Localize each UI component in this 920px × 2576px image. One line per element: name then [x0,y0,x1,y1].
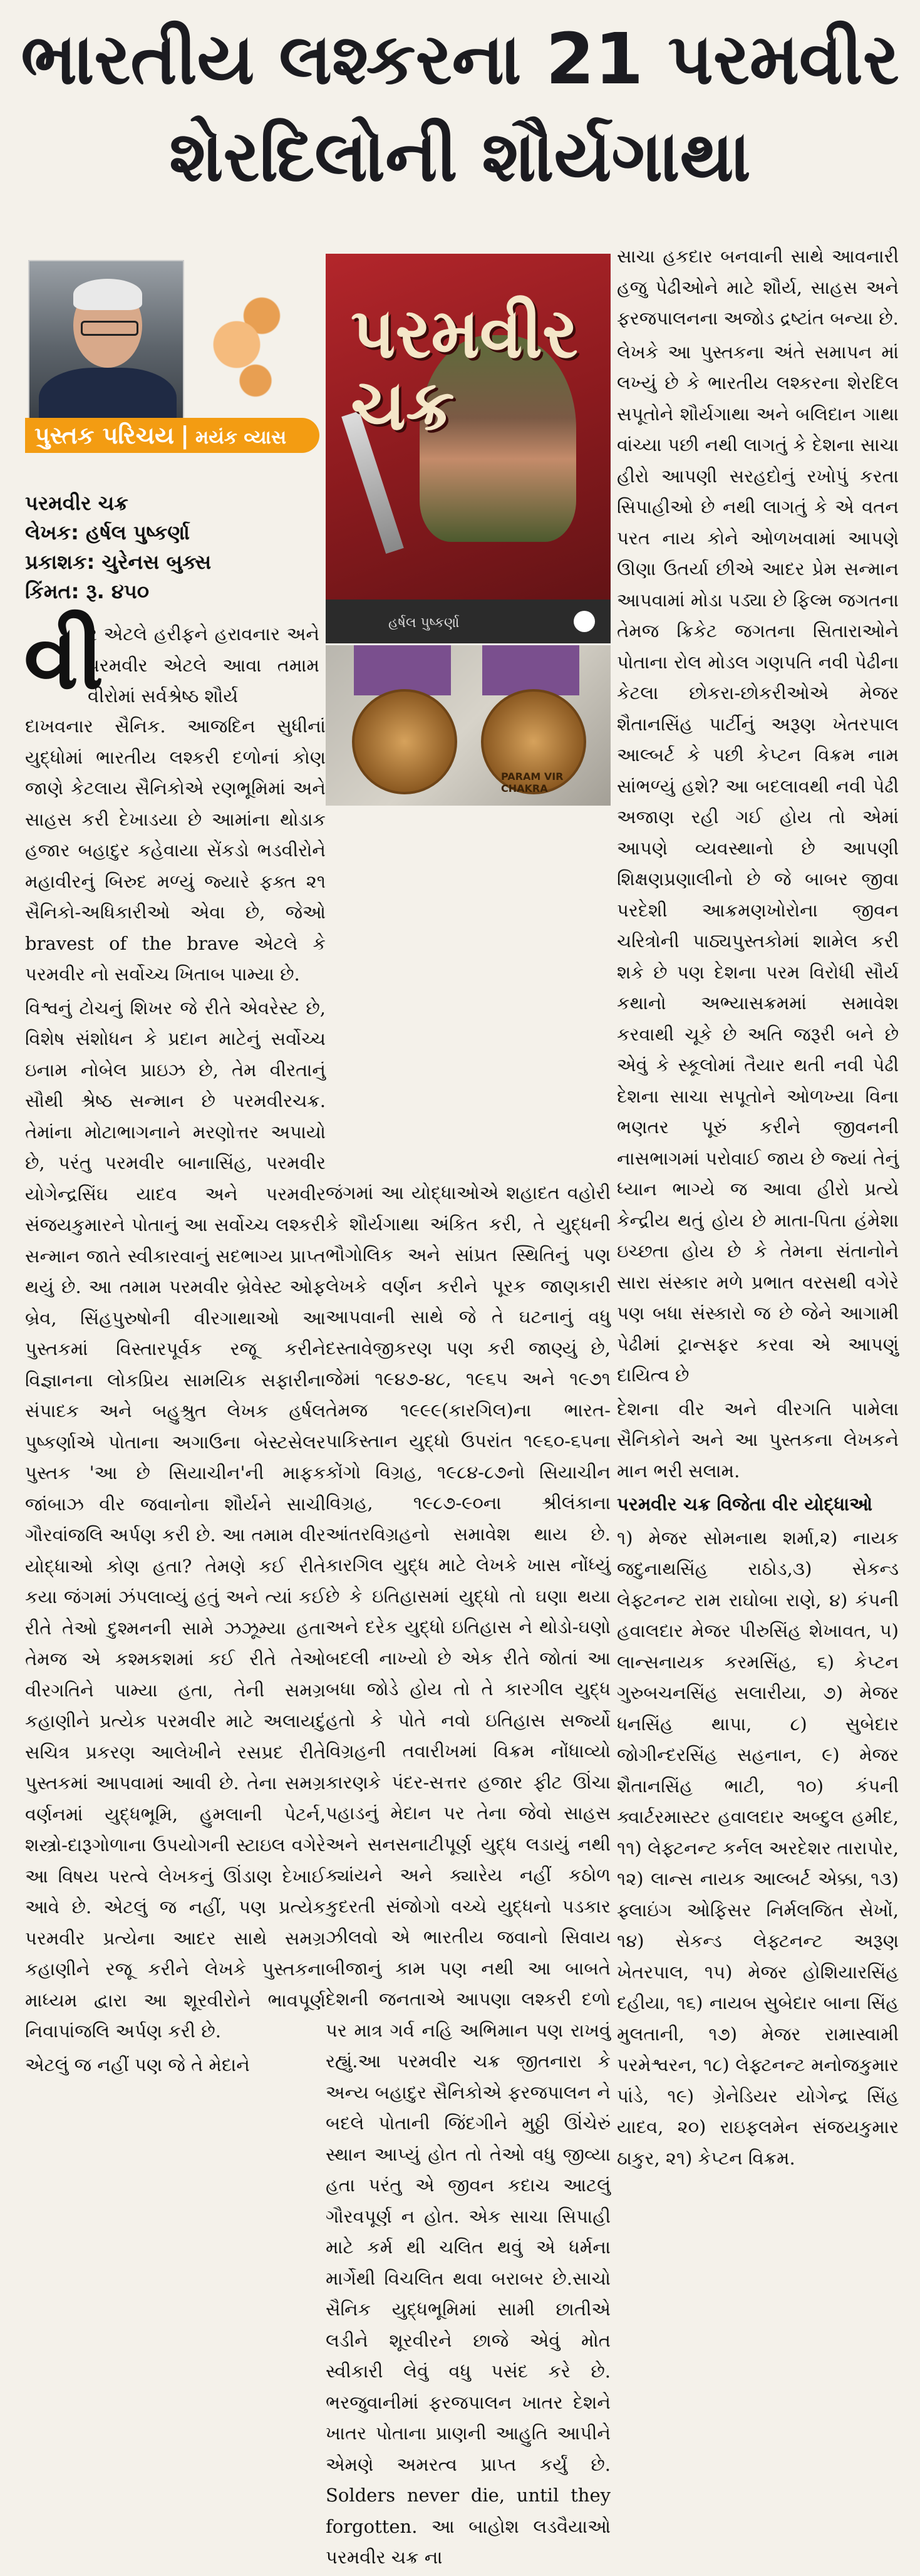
article-column-2 [326,1178,611,2576]
headline-line-2: શેરદિલોની શૌર્યગાથા [169,116,751,197]
book-price: કિંમત: રૂ. ૪૫૦ [25,579,150,603]
paragraph: વિશ્વનું ટોચનું શિખર જે રીતે એવરેસ્ટ છે, વિશેષ સંશોધન કે પ્રદાન માટેનું સર્વોચ્ચ ઇનામ નોબેલ પ્રાઇઝ છે, તેમ વીરતાનું સૌથી શ્રેષ્ઠ સન્માન છે પરમવીરચક્ર. તેમાંના મોટાભાગનાને મરણોત્તર અપાયો છે, પરંતુ પરમવીર બાનાસિંહ, પરમવીર યોગેન્દ્રસિંઘ યાદવ અને પરમવીર સંજયકુમારને પોતાનું આ સર્વોચ્ચ લશ્કરી સન્માન જાતે સ્વીકારવાનું સદભાગ્ય પ્રાપ્ત થયું છે. આ તમામ પરમવીર બ્રેવેસ્ટ ઓફ બ્રેવ, સિંહપુરુષોની વીરગાથાઓ આ પુસ્તકમાં વિસ્તારપૂર્વક રજૂ કરીને વિજ્ઞાનના લોકપ્રિય સામયિક સફારીના સંપાદક અને બહુશ્રુત લેખક હર્ષલ પુષ્કર્ણાએ પોતાના અગાઉના બેસ્ટસેલર પુસ્તક 'આ છે સિયાચીન'ની માફક જાંબાઝ વીર જવાનોના શૌર્યને સાચી ગૌરવાંજલિ અર્પણ કરી છે. આ તમામ વીર યોદ્ધાઓ કોણ હતા? તેમણે કઈ રીતે કયા જંગમાં ઝંપલાવ્યું હતું અને ત્યાં કઈ રીતે તેઓ દુશ્મનની સામે ઝઝૂમ્યા હતા તેમજ એ કશ્મકશમાં કઈ રીતે તેઓ વીરગતિને પામ્યા હતા, તેની સમગ્ર કહાણીને પ્રત્યેક પરમવીર માટે અલાયદું સચિત્ર પ્રકરણ આલેખીને રસપ્રદ રીતે પુસ્તકમાં આપવામાં આવી છે. તેના સમગ્ર વર્ણનમાં યુદ્ધભૂમિ, હુમલાની પેટર્ન, શસ્ત્રો-દારૂગોળાના ઉપયોગની સ્ટાઇલ વગેરે આ વિષય પરત્વે લેખકનું ઊંડાણ દેખાઈ આવે છે. એટલું જ નહીં, પણ પ્રત્યેક પરમવીર પ્રત્યેના આદર સાથે સમગ્ર કહાણીને રજૂ કરીને લેખકે પુસ્તકના માધ્યમ દ્વારા આ શૂરવીરોને ભાવપૂર્ણ નિવાપાંજલિ અર્પણ કરી છે. [25,997,326,2042]
paragraph: દાખવનાર સૈનિક. આજદિન સુધીનાં યુદ્ધોમાં ભારતીય લશ્કરી દળોનાં કોણ જાણે કેટલાય સૈનિકોએ રણભૂમિમાં અને સાહસ કરી દેખાડયા છે આમાંના થોડાક હજાર બહાદુર કહેવાયા સેંકડો ભડવીરોને મહાવીરનું બિરુદ મળ્યું જ્યારે ફક્ત ૨૧ સૈનિકો-અધિકારીઓ એવા છે, જેઓ bravest of the brave એટલે કે પરમવીર નો સર્વોચ્ચ ખિતાબ પામ્યા છે. [25,715,326,985]
book-meta [25,489,326,606]
floral-ornament [187,273,312,417]
publisher-logo-icon [574,611,595,632]
columnist-name: મયંક વ્યાસ [195,427,287,449]
columnist-photo [28,260,184,419]
winners-list: ૧) મેજર સોમનાથ શર્મા,૨) નાયક જદુનાથસિંહ રાઠોડ,૩) સેકન્ડ લેફ્ટનન્ટ રામ રાઘોબા રાણે, ૪) કંપની હવાલદાર મેજર પીરુસિંહ શેખાવત, ૫) લાન્સનાયક કરમસિંહ, ૬) કેપ્ટન ગુરુબચનસિંહ સલારીયા, ૭) મેજર ધનસિંહ થાપા, ૮) સુબેદાર જોગીન્દરસિંહ સહનાન, ૯) મેજર શૈતાનસિંહ ભાટી, ૧૦) કંપની ક્વાર્ટરમાસ્ટર હવાલદાર અબ્દુલ હમીદ, ૧૧) લેફ્ટનન્ટ કર્નલ અરદેશર તારાપોર, ૧૨) લાન્સ નાયક આલ્બર્ટ એક્કા, ૧૩) ફ્લાઇંગ ઓફિસર નિર્મલજિત સેખોં, ૧૪) સેકન્ડ લેફ્ટનન્ટ અરૂણ ખેતરપાલ, ૧૫) મેજર હોશિયારસિંહ દહીયા, ૧૬) નાયબ સુબેદાર બાના સિંહ મુલતાની, ૧૭) મેજર રામાસ્વામી પરમેશ્વરન, ૧૮) લેફ્ટનન્ટ મનોજકુમાર પાંડે, ૧૯) ગ્રેનેડિયર યોગેન્દ્ર સિંહ યાદવ, ૨૦) રાઇફલમેન સંજયકુમાર ઠાકુર, ૨૧) કેપ્ટન વિક્રમ. [617,1527,899,2169]
section-banner: પુસ્તક પરિચય | મયંક વ્યાસ [25,418,319,453]
book-cover-author: હર્ષલ પુષ્કર્ણા [388,615,460,631]
book-title: પરમવીર ચક્ર [25,491,128,515]
article-column-3 [617,241,899,2176]
paragraph: દેશના વીર અને વીરગતિ પામેલા સૈનિકોને અને આ પુસ્તકના લેખકને માન ભરી સલામ. [617,1398,899,1482]
article-column-1 [25,711,326,2083]
book-cover-title: પરમવીર ચક્ર [351,293,578,445]
paragraph: એટલું જ નહીં પણ જે તે મેદાને [25,2054,250,2075]
winners-heading: પરમવીર ચક્ર વિજેતા વીર યોદ્ધાઓ [617,1493,873,1515]
medal-caption: PARAM VIR CHAKRA [501,771,564,794]
medal-image [326,645,611,806]
medal-front-icon [352,689,457,794]
section-label: પુસ્તક પરિચય [34,422,175,449]
book-cover-image [326,254,611,643]
article-lead: ર એટલે હરીફને હરાવનાર અને પરમવીર એટલે આવા તમામ વીરોમાં સર્વશ્રેષ્ઠ શૌર્ય [88,623,319,707]
headline-line-1: ભારતીય લશ્કરના 21 પરમવીર [21,19,899,100]
book-publisher: પ્રકાશક: ચુરેનસ બુક્સ [25,550,212,574]
author-box [25,254,326,476]
paragraph: લેખકે આ પુસ્તકના અંતે સમાપન માં લખ્યું છે કે ભારતીય લશ્કરના શેરદિલ સપૂતોને શૌર્યગાથા અને બલિદાન ગાથા વાંચ્યા પછી નથી લાગતું કે દેશના સાચા હીરો આપણી સરહદોનું રખોપું કરતા સિપાહીઓ છે નથી લાગતું કે એ વતન પરત નાય કોને ઓળખવામાં આપણે ઊણા ઉતર્યા છીએ આદર પ્રેમ સન્માન આપવામાં મોડા પડ્યા છે ફિલ્મ જગતના તેમજ ક્રિકેટ જગતના સિતારાઓને પોતાના રોલ મોડલ ગણપતિ નવી પેઢીના કેટલા છોકરા-છોકરીઓએ મેજર શૈતાનસિંહ પાર્ટીનું અરૂણ ખેતરપાલ આલ્બર્ટ કે પછી કેપ્ટન વિક્રમ નામ સાંભળ્યું હશે? આ બદલાવથી નવી પેઢી અજાણ રહી ગઈ હોય તો એમાં આપણે વ્યવસ્થાનો છે આપણી શિક્ષણપ્રણાલીનો છે જે બાબર જીવા પરદેશી આક્રમણખોરોના જીવન ચરિત્રોની પાઠ્યપુસ્તકોમાં શામેલ કરી શકે છે પણ દેશના પરમ વિરોધી સૌર્ય કથાનો અભ્યાસક્રમમાં સમાવેશ કરવાથી ચૂકે છે અતિ જરૂરી બને છે એવું કે સ્કૂલોમાં તૈયાર થતી નવી પેઢી દેશના સાચા સપૂતોને ઓળખ્યા વિના ભણતર પૂરું કરીને જીવનની નાસભાગમાં પરોવાઈ જાય છે જ્યાં તેનું ધ્યાન ભાગ્યે જ આવા હીરો પ્રત્યે કેન્દ્રીય થતું હોય છે માતા-પિતા હંમેશા ઇચ્છતા હોય છે કે તેમના સંતાનોને સારા સંસ્કાર મળે પ્રભાત વરસથી વગેરે પણ બધા સંસ્કારો જ છે જેને આગામી પેઢીમાં ટ્રાન્સફર કરવા એ આપણું દાયિત્વ છે [617,341,899,1386]
paragraph: જંગમાં આ યોદ્ધાઓએ શહાદત વહોરી કે શૌર્યગાથા અંકિત કરી, તે યુદ્ધની ભૌગોલિક અને સાંપ્રત સ્થિતિનું પણ લેખકે વર્ણન કરીને પૂરક જાણકારી આપવાની સાથે જે તે ઘટનાનું વધુ દસ્તાવેજીકરણ પણ કરી જાણ્યું છે, જેમાં ૧૯૪૭-૪૮, ૧૯૬૫ અને ૧૯૭૧ તેમજ ૧૯૯૯(કારગિલ)ના ભારત-પાકિસ્તાન યુદ્ધો ઉપરાંત ૧૯૬૦-૬૫ના કોંગો વિગ્રહ, ૧૯૮૪-૮૭નો સિયાચીન વિગ્રહ, ૧૯૮૭-૯૦ના શ્રીલંકાના આંતરવિગ્રહનો સમાવેશ થાય છે. કારગિલ યુદ્ધ માટે લેખકે ખાસ નોંધ્યું છે કે ઇતિહાસમાં યુદ્ધો તો ઘણા થયા અને દરેક યુદ્ધો ઇતિહાસ ને થોડો-ઘણો બદલી નાખ્યો છે એક રીતે જોતાં આ બધા જોડે હોય તો તે કારગીલ યુદ્ધ હતો કે પોતે નવો ઇતિહાસ સર્જ્યો વિગ્રહની તવારીખમાં વિક્રમ નોંધાવ્યો કારણકે પંદર-સત્તર હજાર ફીટ ઊંચા પહાડનું મેદાન પર તેના જેવો સાહસ અને સનસનાટીપૂર્ણ યુદ્ધ લડાયું નથી ક્યાંયને અને ક્યારેય નહીં કઠોળ કુદરતી સંજોગો વચ્ચે યુદ્ધનો પડકાર ઝીલવો એ ભારતીય જવાનો સિવાય બીજાનું કામ પણ નથી આ બાબતે દેશની જનતાએ આપણા લશ્કરી દળો પર માત્ર ગર્વ નહિ અભિમાન પણ રાખવું રહ્યું.આ પરમવીર ચક્ર જીતનારા કે અન્ય બહાદુર સૈનિકોએ ફરજપાલન ને બદલે પોતાની જિંદગીને મુઠ્ઠી ઊંચેરું સ્થાન આપ્યું હોત તો તેઓ વધુ જીવ્યા હતા પરંતુ એ જીવન કદાચ આટલું ગૌરવપૂર્ણ ન હોત. એક સાચા સિપાહી માટે કર્મ થી ચલિત થવું એ ધર્મના માર્ગેથી વિચલિત થવા બરાબર છે.સાચો સૈનિક યુદ્ધભૂમિમાં સામી છાતીએ લડીને શૂરવીરને છાજે એવું મોત સ્વીકારી લેવું વધુ પસંદ કરે છે. ભરજુવાનીમાં ફરજપાલન ખાતર દેશને ખાતર પોતાના પ્રાણની આહુતિ આપીને એમણે અમરત્વ પ્રાપ્ત કર્યું છે. Solders never die, until they forgotten. આ બાહોશ લડવૈયાઓ પરમવીર ચક્ર ના [326,1182,611,2568]
book-author: લેખક: હર્ષલ પુષ્કર્ણા [25,521,190,544]
drop-cap: વી [24,606,104,709]
paragraph: સાચા હકદાર બનવાની સાથે આવનારી હજુ પેઢીઓને માટે શૌર્ય, સાહસ અને ફરજપાલનના અજોડ દ્રષ્ટાંત બન્યા છે. [617,246,899,329]
headline [0,0,920,200]
